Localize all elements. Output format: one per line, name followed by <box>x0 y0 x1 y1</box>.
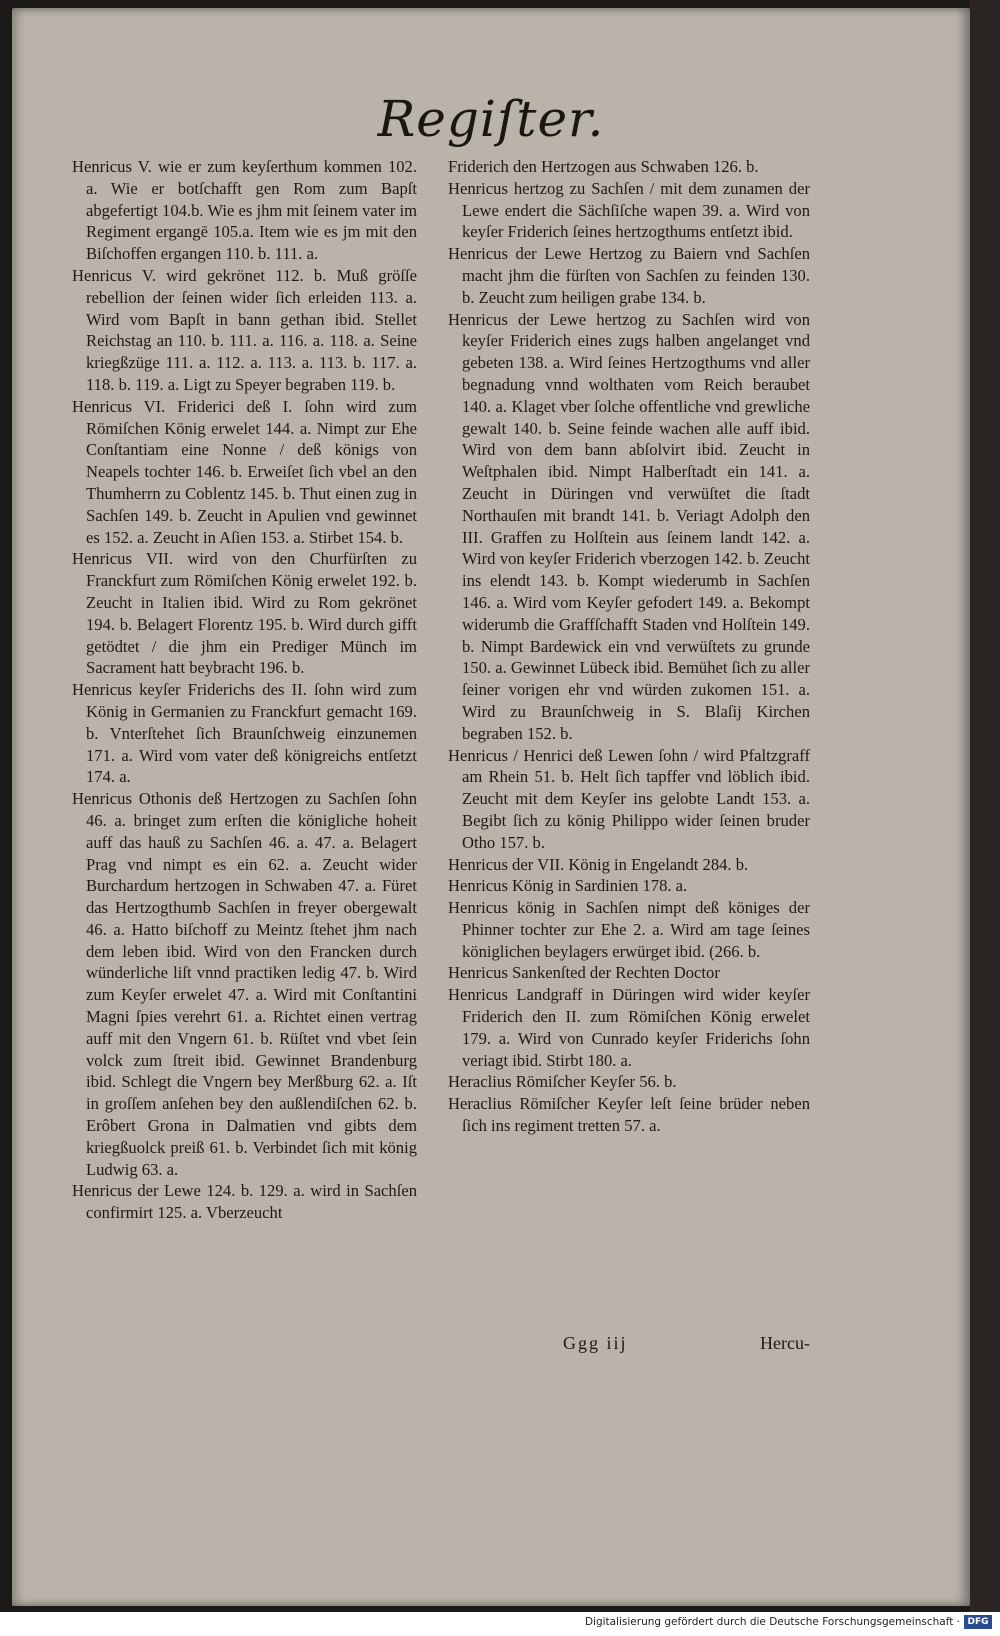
register-entry: Henricus der Lewe Hertzog zu Baiern vnd Sachſen macht jhm die fürſten von Sachſen zu feinden 130. b. Zeucht zum heiligen grabe 134. b. <box>448 244 810 307</box>
register-entry: Henricus König in Sardinien 178. a. <box>448 876 688 896</box>
register-entry: Henricus Landgraff in Düringen wird wider keyſer Friderich den II. zum Römiſchen König erwelet 179. a. Wird von Cunrado keyſer Friderichs ſohn veriagt ibid. Stirbt 180. a. <box>448 985 810 1070</box>
register-entry: Henricus keyſer Friderichs des II. ſohn wird zum König in Germanien zu Franckfurt gemacht 169. b. Vnterſtehet ſich Braunſchweig einzunemen 171. a. Wird vom vater deß königreichs entſetzt 174. a. <box>72 680 417 787</box>
dfg-logo-icon: DFG <box>964 1615 992 1629</box>
register-entry: Heraclius Römiſcher Keyſer leſt ſeine brüder neben ſich ins regiment tretten 57. a. <box>448 1094 810 1136</box>
book-spine <box>970 0 1000 1612</box>
register-entry: Henricus der Lewe hertzog zu Sachſen wird von keyſer Friderich eines zugs halben angelanget vnd gebeten 138. a. Wird ſeines Hertzogthums vnd aller begnadung vnnd wolthaten vom Reich beraubet 140. a. Klaget vber ſolche offentliche vnd grewliche gewalt 140. b. Seine feinde wachen alle auff ibid. Wird von dem bann abſolvirt ibid. Zeucht in Weſtphalen ibid. Nimpt Halberſtadt ein 141. a. Zeucht in Düringen vnd verwüſtet die ſtadt Northauſen mit brandt 141. b. Veriagt Adolph den III. Graffen zu Holſtein aus ſeinem landt 142. a. Wird von keyſer Friderich vberzogen 142. b. Zeucht ins elendt 143. b. Kompt wiederumb in Sachſen 146. a. Wird vom Keyſer gefodert 149. a. Bekompt widerumb die Graffſchafft Staden vnd Holſtein 149. b. Nimpt Bardewick ein vnd verwüſtets zu grunde 150. a. Gewinnet Lübeck ibid. Bemühet ſich zu aller ſeiner vorigen ehr vnd würden zukomen 151. a. Wird zu Braunſchweig in S. Blaſij Kirchen begraben 152. b. <box>448 309 810 743</box>
page-heading: Regiſter. <box>377 90 605 148</box>
register-entry: Henricus V. wird gekrönet 112. b. Muß gröſſe rebellion der ſeinen wider ſich erleiden 113. a. Wird vom Bapſt in bann gethan ibid. Stellet Reichstag an 110. b. 111. a. 116. a. 118. a. Seine kriegßzüge 111. a. 112. a. 113. a. 113. b. 117. a. 118. b. 119. a. Ligt zu Speyer begraben 119. b. <box>72 265 417 394</box>
register-entry: Henricus könig in Sachſen nimpt deß königes der Phinner tochter zur Ehe 2. a. Wird am tage ſeines königlichen beylagers erwürget ibid. (266. b. <box>448 898 810 961</box>
signature-mark: Ggg iij <box>563 1333 628 1353</box>
register-entry: Henricus V. wie er zum keyſerthum kommen 102. a. Wie er botſchafft gen Rom zum Bapſt abgefertigt 104.b. Wie es jhm mit ſeinem vater im Regiment ergangē 105.a. Item wie es jm mit den Biſchoffen ergangen 110. b. 111. a. <box>72 157 417 264</box>
register-entry: Henricus hertzog zu Sachſen / mit dem zunamen der Lewe endert die Sächſiſche wapen 39. a. Wird von keyſer Friderich ſeines hertzogthums entſetzt ibid. <box>448 178 810 242</box>
register-entry: Friderich den Hertzogen aus Schwaben 126. b. <box>448 157 759 176</box>
register-entry: Henricus Othonis deß Hertzogen zu Sachſen ſohn 46. a. bringet zum erſten die königliche hoheit auff das hauß zu Sachſen 46. a. 47. a. Belagert Prag vnd nimpt es ein 62. a. Zeucht wider Burchardum hertzogen in Schwaben 47. a. Füret das Hertzogthumb Sachſen in freyer obergewalt 46. a. Hatto biſchoff zu Meintz ſtehet jhm nach dem leben ibid. Wird von den Francken durch wünderliche liſt vnnd practiken ledig 47. b. Wird zum Keyſer erwelet 47. a. Wird mit Conſtantini Magni ſpies verehrt 61. a. Richtet einen vertrag auff mit den Vngern 61. b. Rüſtet vnd vbet ſein volck zum ſtreit ibid. Gewinnet Brandenburg ibid. Schlegt die Vngern bey Merßburg 62. a. Iſt in groſſem anſehen bey den außlendiſchen 62. b. Erôbert Grona in Dalmatien vnd gibts dem kriegßuolck preiß 61. b. Verbindet ſich mit könig Ludwig 63. a. <box>72 789 417 1179</box>
register-entry: Henricus / Henrici deß Lewen ſohn / wird Pfaltzgraff am Rhein 51. b. Helt ſich tapffer vnd löblich ibid. Zeucht mit dem Keyſer ins gelobte Landt 153. a. Begibt ſich zu könig Philippo wider ſeinen bruder Otho 157. b. <box>448 745 810 852</box>
register-entry: Henricus VI. Friderici deß I. ſohn wird zum Römiſchen König erwelet 144. a. Nimpt zur Ehe Conſtantiam eine Nonne / deß königs von Neapels tochter 146. b. Erweiſet ſich vbel an den Thumherrn zu Coblentz 145. b. Thut einen zug in Sachſen 149. b. Zeucht in Apulien vnd gewinnet es 152. a. Zeucht in Aſien 153. a. Stirbet 154. b. <box>72 396 417 547</box>
page-footer <box>448 1333 810 1357</box>
digitization-credit: Digitalisierung gefördert durch die Deutsche Forschungsgemeinschaft · <box>584 1616 960 1628</box>
register-entry: Heraclius Römiſcher Keyſer 56. b. <box>448 1072 677 1092</box>
right-column <box>448 156 810 1137</box>
catchword: Hercu- <box>760 1333 810 1353</box>
register-entry: Henricus der VII. König in Engelandt 284. b. <box>448 854 749 874</box>
register-entry: Henricus VII. wird von den Churfürſten zu Franckfurt zum Römiſchen König erwelet 192. b. Zeucht in Italien ibid. Wird zu Rom gekrönet 194. b. Belagert Florentz 195. b. Wird durch gifft getödtet / die jhm ein Prediger Münch im Sacrament hatt beybracht 196. b. <box>72 549 417 678</box>
register-page <box>12 8 970 1606</box>
left-column <box>72 156 417 1224</box>
register-entry: Henricus der Lewe 124. b. 129. a. wird in Sachſen confirmirt 125. a. Vberzeucht <box>72 1181 417 1223</box>
register-entry: Henricus Sankenſted der Rechten Doctor <box>448 963 720 983</box>
